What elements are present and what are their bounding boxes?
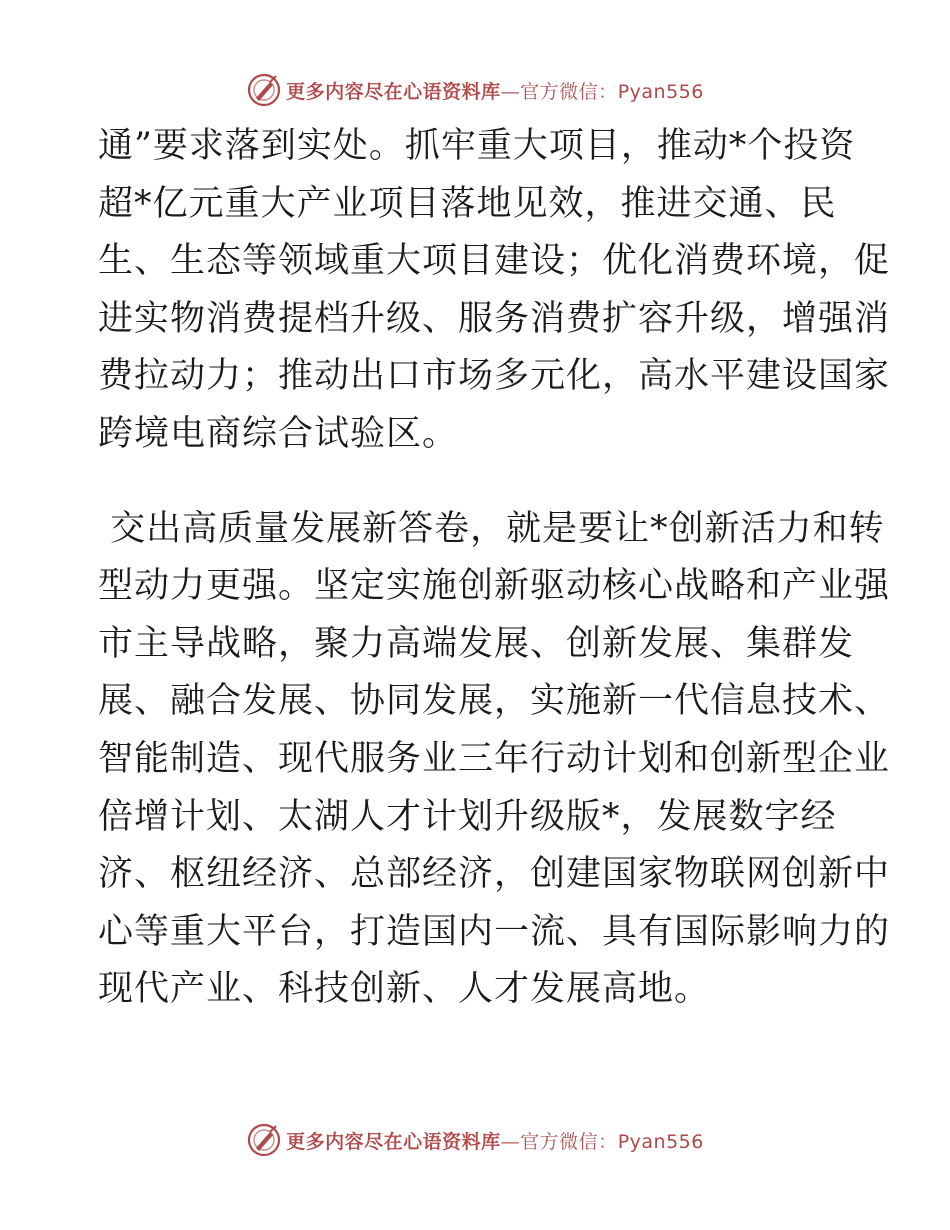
footer-banner-text [286,1127,704,1154]
text-line: 费拉动力；推动出口市场多元化，高水平建设国家 [98,356,891,397]
text-line: 济、枢纽经济、总部经济，创建国家物联网创新中 [98,854,891,895]
paragraph-1 [98,118,891,464]
footer-banner [0,1120,950,1160]
text-line: 市主导战略，聚力高端发展、创新发展、集群发 [98,623,855,664]
text-line: 展、融合发展、协同发展，实施新一代信息技术、 [98,681,891,722]
paragraph-2 [98,501,891,1019]
quill-logo-icon [246,72,282,108]
text-line: 倍增计划、太湖人才计划升级版*，发展数字经 [98,796,837,837]
text-line: 进实物消费提档升级、服务消费扩容升级，增强消 [98,298,891,339]
header-banner-handle: Pyan556 [617,80,704,103]
text-line: 现代产业、科技创新、人才发展高地。 [98,969,711,1010]
quill-logo-icon [246,1122,282,1158]
text-line: 心等重大平台，打造国内一流、具有国际影响力的 [98,911,891,952]
text-line: 交出高质量发展新答卷，就是要让*创新活力和转 [98,508,885,549]
text-line: 型动力更强。坚定实施创新驱动核心战略和产业强 [98,566,891,607]
header-banner-wechat-label: 官方微信： [520,80,618,103]
text-line: 生、生态等领域重大项目建设；优化消费环境，促 [98,241,891,282]
header-banner [0,70,950,110]
header-banner-separator: — [500,80,521,103]
footer-banner-handle: Pyan556 [617,1130,704,1153]
text-line: 跨境电商综合试验区。 [98,413,459,454]
document-body [98,118,891,1019]
footer-banner-wechat-label: 官方微信： [520,1130,618,1153]
header-banner-title: 更多内容尽在心语资料库 [286,80,501,103]
text-line: 通”要求落到实处。抓牢重大项目，推动*个投资 [98,126,856,166]
text-line: 智能制造、现代服务业三年行动计划和创新型企业 [98,738,891,779]
footer-banner-separator: — [500,1130,521,1153]
footer-banner-title: 更多内容尽在心语资料库 [286,1130,501,1153]
header-banner-text [286,77,704,104]
paragraph-gap [98,464,858,501]
text-line: 超*亿元重大产业项目落地见效，推进交通、民 [98,183,837,224]
